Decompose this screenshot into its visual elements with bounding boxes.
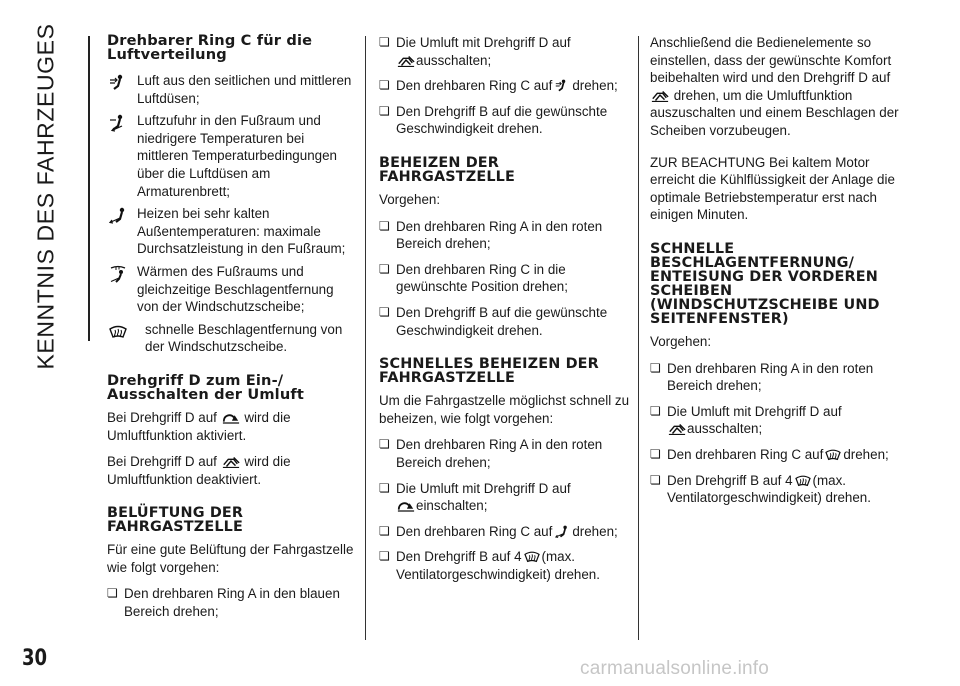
page-number: 30 [22, 646, 48, 671]
feet-windscreen-icon [108, 265, 128, 283]
paragraph: Um die Fahrgastzelle möglichst schnell zu beheizen, wie folgt vorgehen: [379, 393, 630, 426]
paragraph: Anschließend die Bedienelemente so einstellen, dass der gewünschte Komfort beibehalten wird und den Drehgriff D auf drehen, um die Umluftfunktion auszuschalten und einem Beschlagen der Scheiben vorzubeugen. [650, 35, 899, 138]
step-item: ❏ Die Umluft mit Drehgriff D auf ausschalten; [650, 403, 910, 438]
section-heading: Drehgriff D zum Ein-/ Ausschalten der Umluft [107, 371, 304, 403]
step-item: ❏ Den drehbaren Ring C auf drehen; [379, 523, 633, 541]
column-right [650, 34, 910, 515]
step-item: ❏ Den drehbaren Ring A in den blauen Bereich drehen; [107, 585, 355, 620]
windscreen-defrost-icon [824, 448, 842, 462]
step-item: ❏ Den Drehgriff B auf die gewünschte Geschwindigkeit drehen. [379, 103, 633, 138]
face-vent-icon [108, 74, 128, 92]
distribution-item [107, 263, 355, 316]
column-divider [365, 36, 366, 640]
note-paragraph: ZUR BEACHTUNG Bei kaltem Motor erreicht die Kühlflüssigkeit der Anlage die optimale Betriebstemperatur erst nach einigen Minuten. [650, 154, 895, 223]
fresh-air-icon [651, 89, 669, 103]
step-item: ❏ Die Umluft mit Drehgriff D auf einschalten; [379, 480, 633, 515]
paragraph: Bei Drehgriff D auf wird die Umluftfunktion deaktiviert. [107, 454, 291, 487]
chapter-title-text: KENNTNIS DES FAHRZEUGES [32, 22, 59, 370]
distribution-item [107, 72, 355, 107]
distribution-item [107, 112, 355, 200]
step-item: ❏ Den drehbaren Ring A in den roten Bereich drehen; [379, 436, 633, 471]
distribution-item [107, 205, 355, 258]
watermark: carmanualsonline.info [580, 658, 770, 679]
column-divider [638, 36, 639, 640]
paragraph: Vorgehen: [379, 191, 441, 207]
paragraph: Bei Drehgriff D auf wird die Umluftfunktion aktiviert. [107, 409, 291, 443]
step-item: ❏ Die Umluft mit Drehgriff D auf ausschalten; [379, 34, 633, 69]
face-feet-icon [108, 114, 128, 132]
section-heading: SCHNELLES BEHEIZEN DER FAHRGASTZELLE [379, 356, 599, 387]
feet-icon [108, 207, 128, 225]
paragraph: Vorgehen: [650, 333, 712, 349]
step-item: ❏ Den Drehgriff B auf die gewünschte Geschwindigkeit drehen. [379, 304, 633, 339]
column-left [107, 34, 355, 629]
paragraph: Für eine gute Belüftung der Fahrgastzelle wie folgt vorgehen: [107, 542, 354, 575]
fan-max-icon [523, 550, 541, 564]
face-vent-icon [553, 79, 571, 93]
step-item: ❏ Den drehbaren Ring C auf drehen; [379, 77, 633, 95]
step-item: ❏ Den drehbaren Ring C in die gewünschte Position drehen; [379, 261, 633, 296]
distribution-text: schnelle Beschlagentfernung von der Windschutzscheibe. [145, 321, 343, 355]
fresh-air-icon [668, 422, 686, 436]
distribution-text: Luftzufuhr in den Fußraum und niedrigere Temperaturen bei mittleren Temperaturbedingungen über die Luftdüsen am Armaturenbrett; [137, 113, 337, 199]
step-item: ❏ Den Drehgriff B auf 4 (max. Ventilatorgeschwindigkeit) drehen. [379, 548, 633, 583]
fresh-air-icon [222, 455, 240, 469]
step-item: ❏ Den drehbaren Ring A in den roten Bereich drehen; [650, 360, 910, 395]
column-middle [379, 34, 633, 591]
feet-icon [553, 525, 571, 539]
section-heading: BEHEIZEN DER FAHRGASTZELLE [379, 154, 515, 185]
step-item: ❏ Den drehbaren Ring A in den roten Bereich drehen; [379, 218, 633, 253]
chapter-side-title [24, 22, 68, 370]
section-heading: Drehbarer Ring C für die Luftverteilung [107, 32, 313, 63]
distribution-item [107, 321, 355, 356]
windscreen-defrost-icon [108, 323, 128, 341]
distribution-text: Luft aus den seitlichen und mittleren Luftdüsen; [137, 73, 352, 106]
chapter-rule [88, 36, 90, 341]
section-heading: SCHNELLE BESCHLAGENTFERNUNG/ ENTEISUNG DER VORDEREN SCHEIBEN (WINDSCHUTZSCHEIBE UND SEITENFENSTER) [650, 240, 880, 327]
fan-max-icon [794, 474, 812, 488]
step-item: ❏ Den drehbaren Ring C auf drehen; [650, 446, 910, 464]
recirculation-icon [397, 499, 415, 513]
step-item: ❏ Den Drehgriff B auf 4 (max. Ventilatorgeschwindigkeit) drehen. [650, 472, 910, 507]
distribution-text: Wärmen des Fußraums und gleichzeitige Beschlagentfernung von der Windschutzscheibe; [137, 263, 334, 315]
section-heading: BELÜFTUNG DER FAHRGASTZELLE [107, 505, 244, 536]
recirculation-icon [222, 411, 240, 425]
fresh-air-icon [397, 54, 415, 68]
distribution-text: Heizen bei sehr kalten Außentemperaturen: maximale Durchsatzleistung in den Fußraum; [137, 206, 346, 257]
